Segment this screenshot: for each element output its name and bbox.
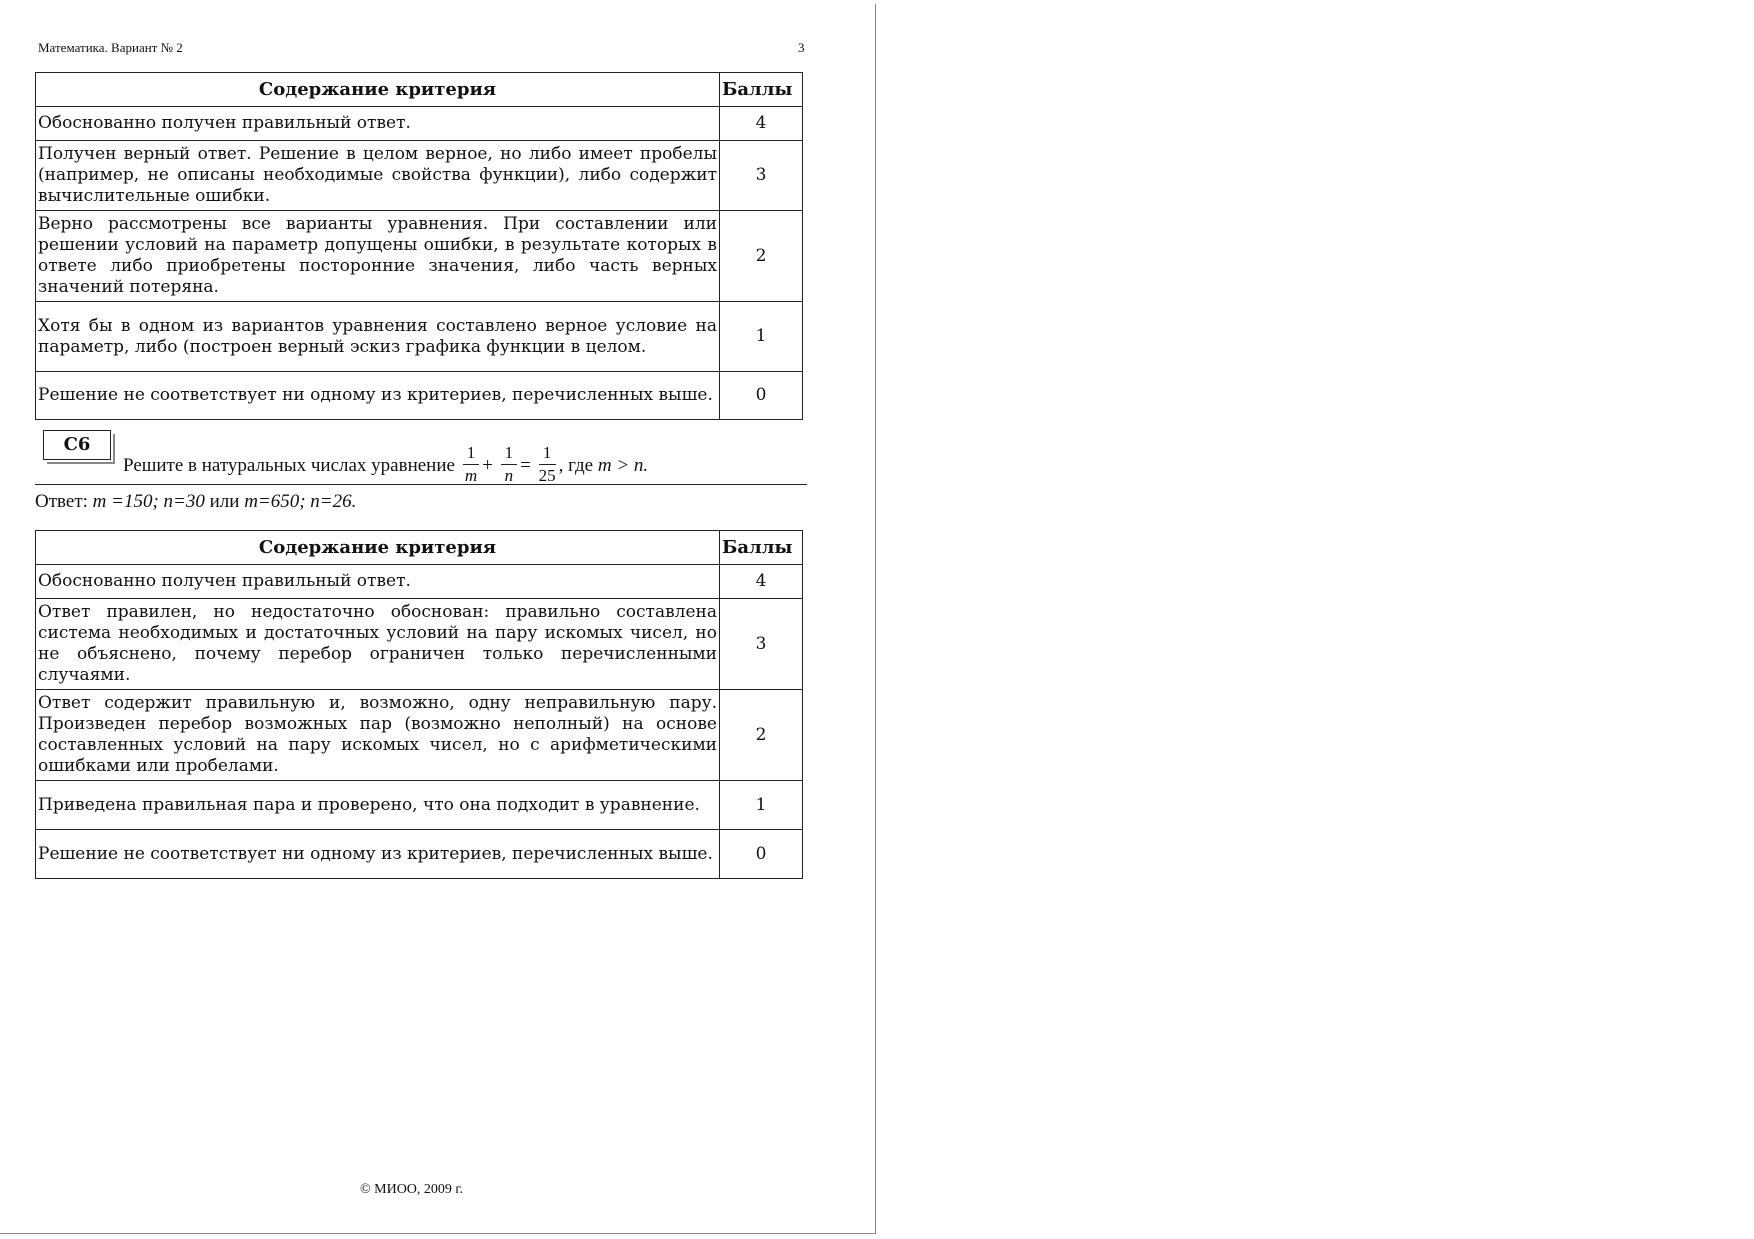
table-row [36,830,803,879]
table-row [36,565,803,599]
header-title: Математика. Вариант № 2 [38,40,183,55]
points-column-header: Баллы [720,531,803,565]
criteria-text: Хотя бы в одном из вариантов уравнения составлено верное условие на параметр, либо (построен верный эскиз графика функции в целом. [36,302,720,372]
criteria-points: 1 [720,302,803,372]
criteria-text: Приведена правильная пара и проверено, что она подходит в уравнение. [36,781,720,830]
criteria-text: Обоснованно получен правильный ответ. [36,565,720,599]
criteria-points: 2 [720,690,803,781]
answer-part-2: m=650; n=26. [244,491,357,512]
task-condition: m > n. [597,454,649,476]
task-label: C6 [43,430,111,460]
table-row [36,211,803,302]
task-text-after: , где [558,454,594,476]
criteria-text: Верно рассмотрены все варианты уравнения. При составлении или решении условий на параметр допущены ошибки, в результате которых в ответе либо приобретены посторонние значения, либо часть верных значений потеряна. [36,211,720,302]
criteria-table-2 [35,530,803,879]
criteria-text: Получен верный ответ. Решение в целом верное, но либо имеет пробелы (например, не описаны необходимые свойства функции), либо содержит вычислительные ошибки. [36,141,720,211]
points-column-header: Баллы [720,73,803,107]
footer-copyright: © МИОО, 2009 г. [360,1182,464,1197]
answer-label: Ответ: [35,491,88,512]
criteria-points: 2 [720,211,803,302]
criteria-points: 3 [720,141,803,211]
page-number: 3 [798,40,805,55]
criteria-column-header: Содержание критерия [36,73,720,107]
criteria-text: Ответ содержит правильную и, возможно, одну неправильную пару. Произведен перебор возможных пар (возможно неполный) на основе составленных условий на пару искомых чисел, но с арифметическими ошибками или пробелами. [36,690,720,781]
table-row [36,107,803,141]
table-row [36,141,803,211]
table-row [36,599,803,690]
criteria-text: Обоснованно получен правильный ответ. [36,107,720,141]
table-row [36,302,803,372]
criteria-text: Ответ правилен, но недостаточно обоснован: правильно составлена система необходимых и достаточных условий на пару искомых чисел, но не объяснено, почему перебор ограничен только перечисленными случаями. [36,599,720,690]
task-text-before: Решите в натуральных числах уравнение [123,454,455,476]
table-row [36,781,803,830]
table-header-row [36,73,803,107]
criteria-points: 4 [720,107,803,141]
task-statement: Решите в натуральных числах уравнение $\frac{1}{m}$ + $\frac{1}{n}$ = $\frac{1}{25}$ , где m > n. [123,443,649,485]
fraction-1-over-25: $\frac{1}{25}$ [538,443,556,485]
criteria-text: Решение не соответствует ни одному из критериев, перечисленных выше. [36,372,720,420]
criteria-text: Решение не соответствует ни одному из критериев, перечисленных выше. [36,830,720,879]
criteria-points: 0 [720,830,803,879]
fraction-1-over-n: $\frac{1}{n}$ [501,442,518,487]
fraction-1-over-m: $\frac{1}{m}$ [463,442,480,487]
table-row [36,690,803,781]
criteria-column-header: Содержание критерия [36,531,720,565]
table-row [36,372,803,420]
criteria-points: 1 [720,781,803,830]
answer-part-1: m =150; n=30 [92,491,205,512]
task-c6 [35,424,807,485]
table-header-row [36,531,803,565]
answer-line [35,491,356,513]
criteria-points: 4 [720,565,803,599]
criteria-points: 3 [720,599,803,690]
document-page [0,4,876,1234]
criteria-points: 0 [720,372,803,420]
answer-or: или [209,491,240,512]
criteria-table-1 [35,72,803,420]
